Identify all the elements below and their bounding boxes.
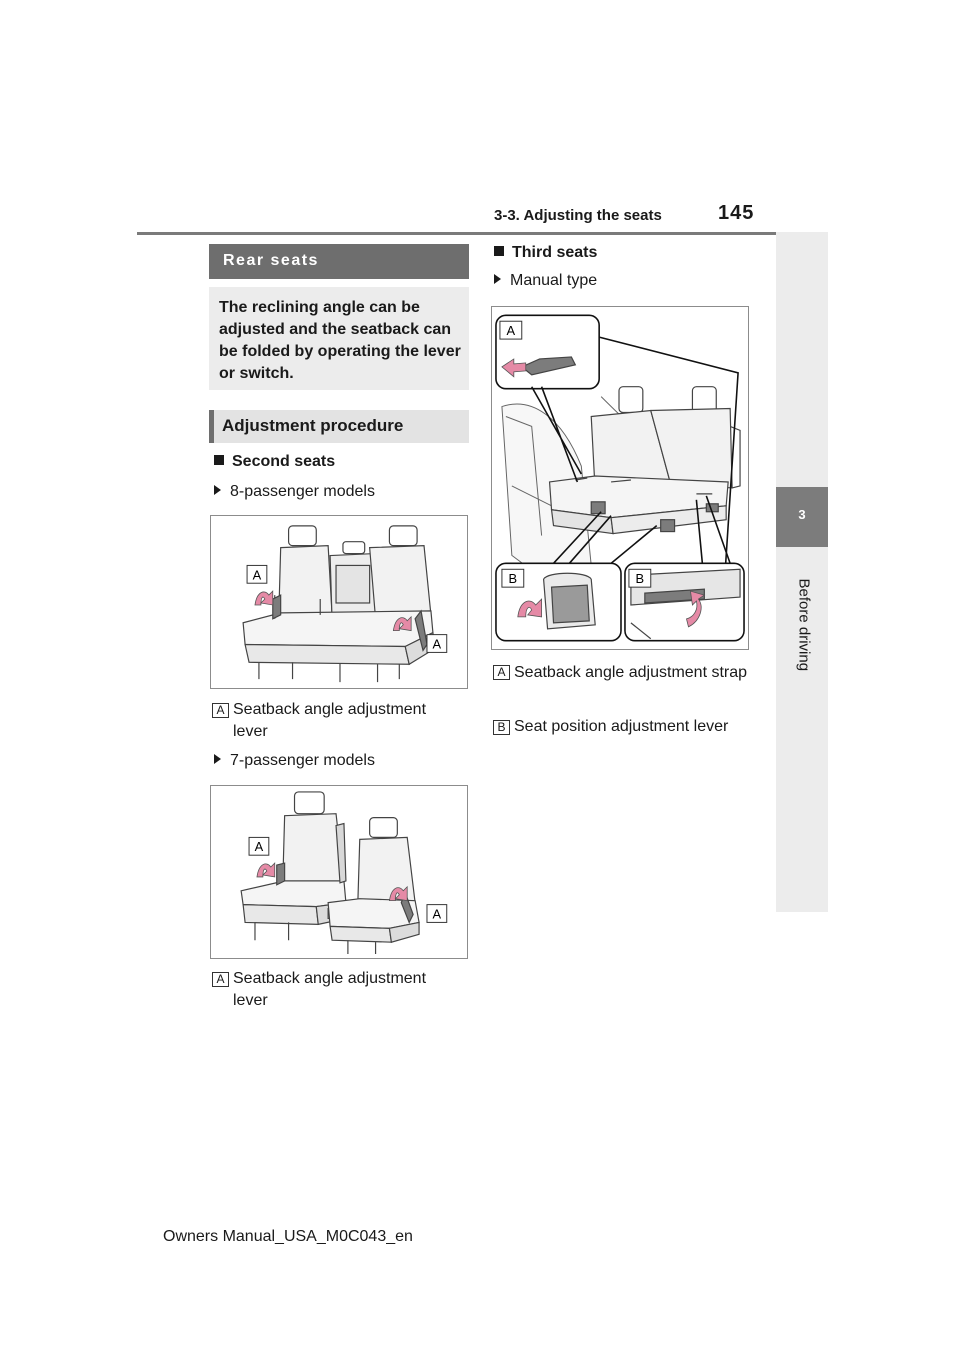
caption-text: Seatback angle adjustment strap bbox=[514, 664, 748, 681]
rear-seats-banner: Rear seats bbox=[209, 244, 469, 279]
page-number: 145 bbox=[718, 202, 755, 224]
figure-label-a: A bbox=[506, 323, 516, 339]
triangle-bullet-icon bbox=[214, 754, 221, 764]
caption-badge: A bbox=[493, 665, 510, 680]
footer-text: Owners Manual_USA_M0C043_en bbox=[163, 1228, 413, 1245]
chapter-number: 3 bbox=[798, 507, 806, 522]
seat-illustration bbox=[211, 786, 467, 958]
caption-badge: A bbox=[212, 703, 229, 718]
triangle-bullet-icon bbox=[494, 274, 501, 284]
figure-label-b: B bbox=[508, 571, 518, 587]
seat-illustration bbox=[492, 307, 748, 649]
square-bullet-icon bbox=[214, 455, 224, 465]
caption-badge: B bbox=[493, 720, 510, 735]
seven-passenger-label: 7-passenger models bbox=[214, 752, 375, 770]
procedure-heading: Adjustment procedure bbox=[209, 410, 469, 443]
figure-label-a: A bbox=[252, 567, 262, 583]
square-bullet-icon bbox=[494, 246, 504, 256]
triangle-bullet-icon bbox=[214, 485, 221, 495]
intro-box: The reclining angle can be adjusted and the seatback can be folded by operating the lever or switch. bbox=[209, 287, 469, 390]
figure-third-seats bbox=[491, 306, 749, 650]
eight-passenger-label: 8-passenger models bbox=[214, 483, 375, 501]
caption-text: Seatback angle adjustment lever bbox=[233, 970, 427, 1009]
figure-label-a: A bbox=[432, 906, 442, 922]
chapter-label: Before driving bbox=[795, 578, 813, 672]
section-title: 3-3. Adjusting the seats bbox=[494, 207, 662, 224]
figure-label-a: A bbox=[432, 636, 442, 652]
header-rule bbox=[137, 232, 823, 235]
seat-illustration bbox=[211, 516, 467, 688]
manual-type-label: Manual type bbox=[494, 272, 597, 290]
caption-text: Seat position adjustment lever bbox=[514, 718, 729, 735]
caption-text: Seatback angle adjustment lever bbox=[233, 701, 427, 740]
third-seats-heading: Third seats bbox=[494, 244, 597, 262]
figure-label-b: B bbox=[635, 571, 645, 587]
second-seats-heading: Second seats bbox=[214, 453, 335, 471]
figure-7-passenger-seats bbox=[210, 785, 468, 959]
figure-label-a: A bbox=[254, 839, 264, 855]
figure-8-passenger-seats bbox=[210, 515, 468, 689]
caption-badge: A bbox=[212, 972, 229, 987]
chapter-tab bbox=[776, 232, 828, 912]
